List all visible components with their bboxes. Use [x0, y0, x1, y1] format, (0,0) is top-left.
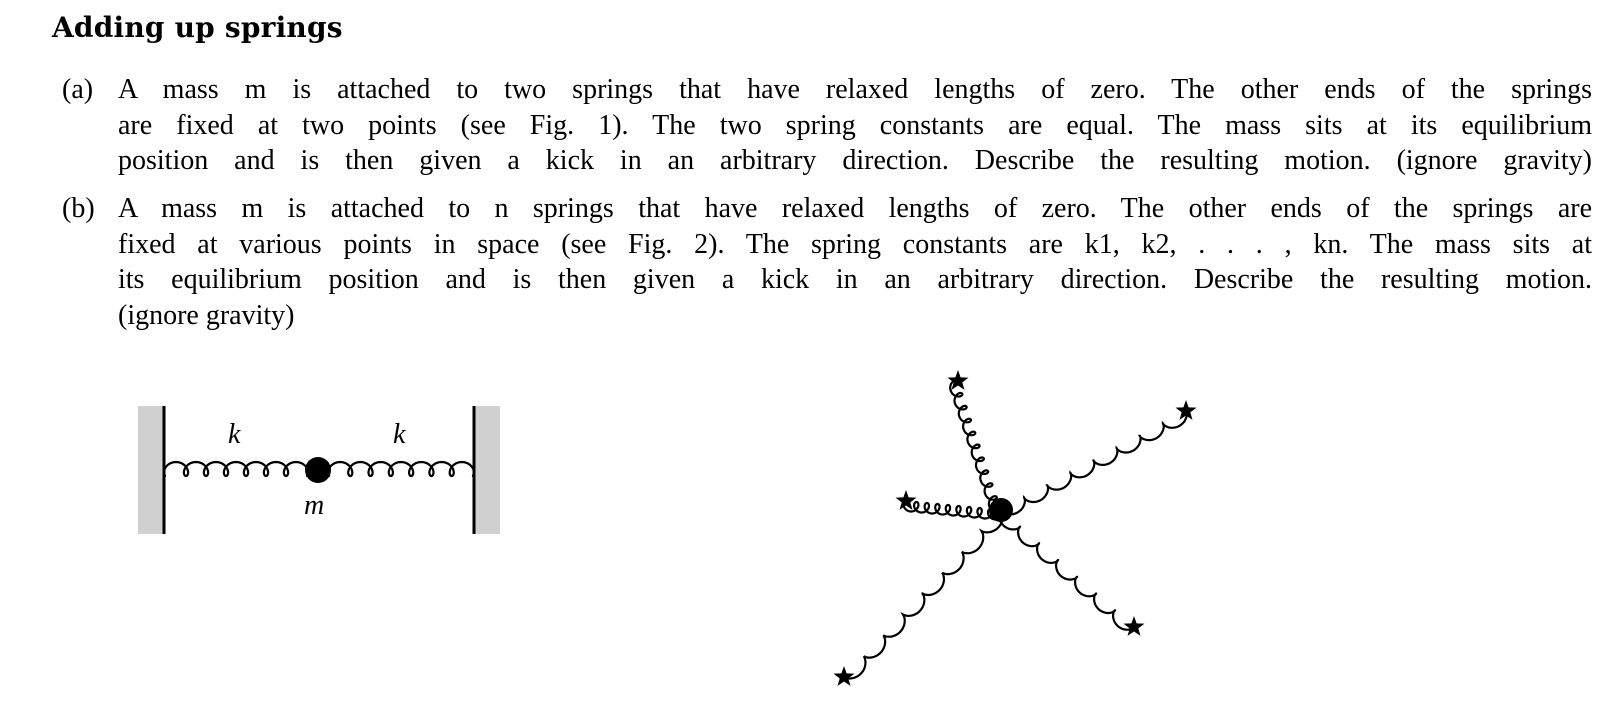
part-a-line-1: A mass m is attached to two springs that have relaxed lengths of zero. The other ends of the springs: [118, 74, 1592, 105]
page-title: Adding up springs: [52, 11, 343, 44]
problem-part-b: [62, 191, 1592, 333]
right-spring: [328, 462, 474, 476]
mass-label: m: [304, 490, 325, 521]
mass: [989, 498, 1013, 522]
right-spring-label: k: [393, 419, 406, 450]
part-a-marker: (a): [62, 74, 94, 105]
part-b-marker: (b): [62, 193, 95, 224]
part-b-line-1: A mass m is attached to n springs that have relaxed lengths of zero. The other ends of the springs are: [118, 193, 1592, 224]
part-b-text: [118, 191, 1592, 333]
spring-5: [844, 510, 1003, 679]
problem-part-a: [62, 72, 1592, 179]
anchor-star-4: [1124, 616, 1145, 636]
left-spring: [164, 462, 308, 476]
part-b-line-4: (ignore gravity): [118, 299, 295, 331]
part-a-line-2: are fixed at two points (see Fig. 1). The two spring constants are equal. The mass sits at its equilibrium: [118, 109, 1592, 141]
right-wall: [474, 406, 500, 534]
part-a-line-3: position and is then given a kick in an arbitrary direction. Describe the resulting motion. (ignore gravity): [118, 145, 1592, 176]
figure-2-n-springs: [830, 365, 1230, 695]
left-wall: [138, 406, 164, 534]
part-a-text: [118, 72, 1592, 179]
left-spring-label: k: [228, 419, 241, 450]
anchor-star-5: [834, 666, 855, 686]
spring-1: [950, 380, 1001, 512]
figure-1-two-springs: [136, 400, 506, 540]
part-b-line-3: its equilibrium position and is then given a kick in an arbitrary direction. Describe the resulting motion.: [118, 264, 1592, 295]
spring-2: [1001, 411, 1187, 514]
spring-4: [999, 510, 1134, 630]
mass: [305, 457, 331, 483]
part-b-line-2: fixed at various points in space (see Fig. 2). The spring constants are k1, k2, . . . , kn. The mass sits at: [118, 228, 1592, 260]
